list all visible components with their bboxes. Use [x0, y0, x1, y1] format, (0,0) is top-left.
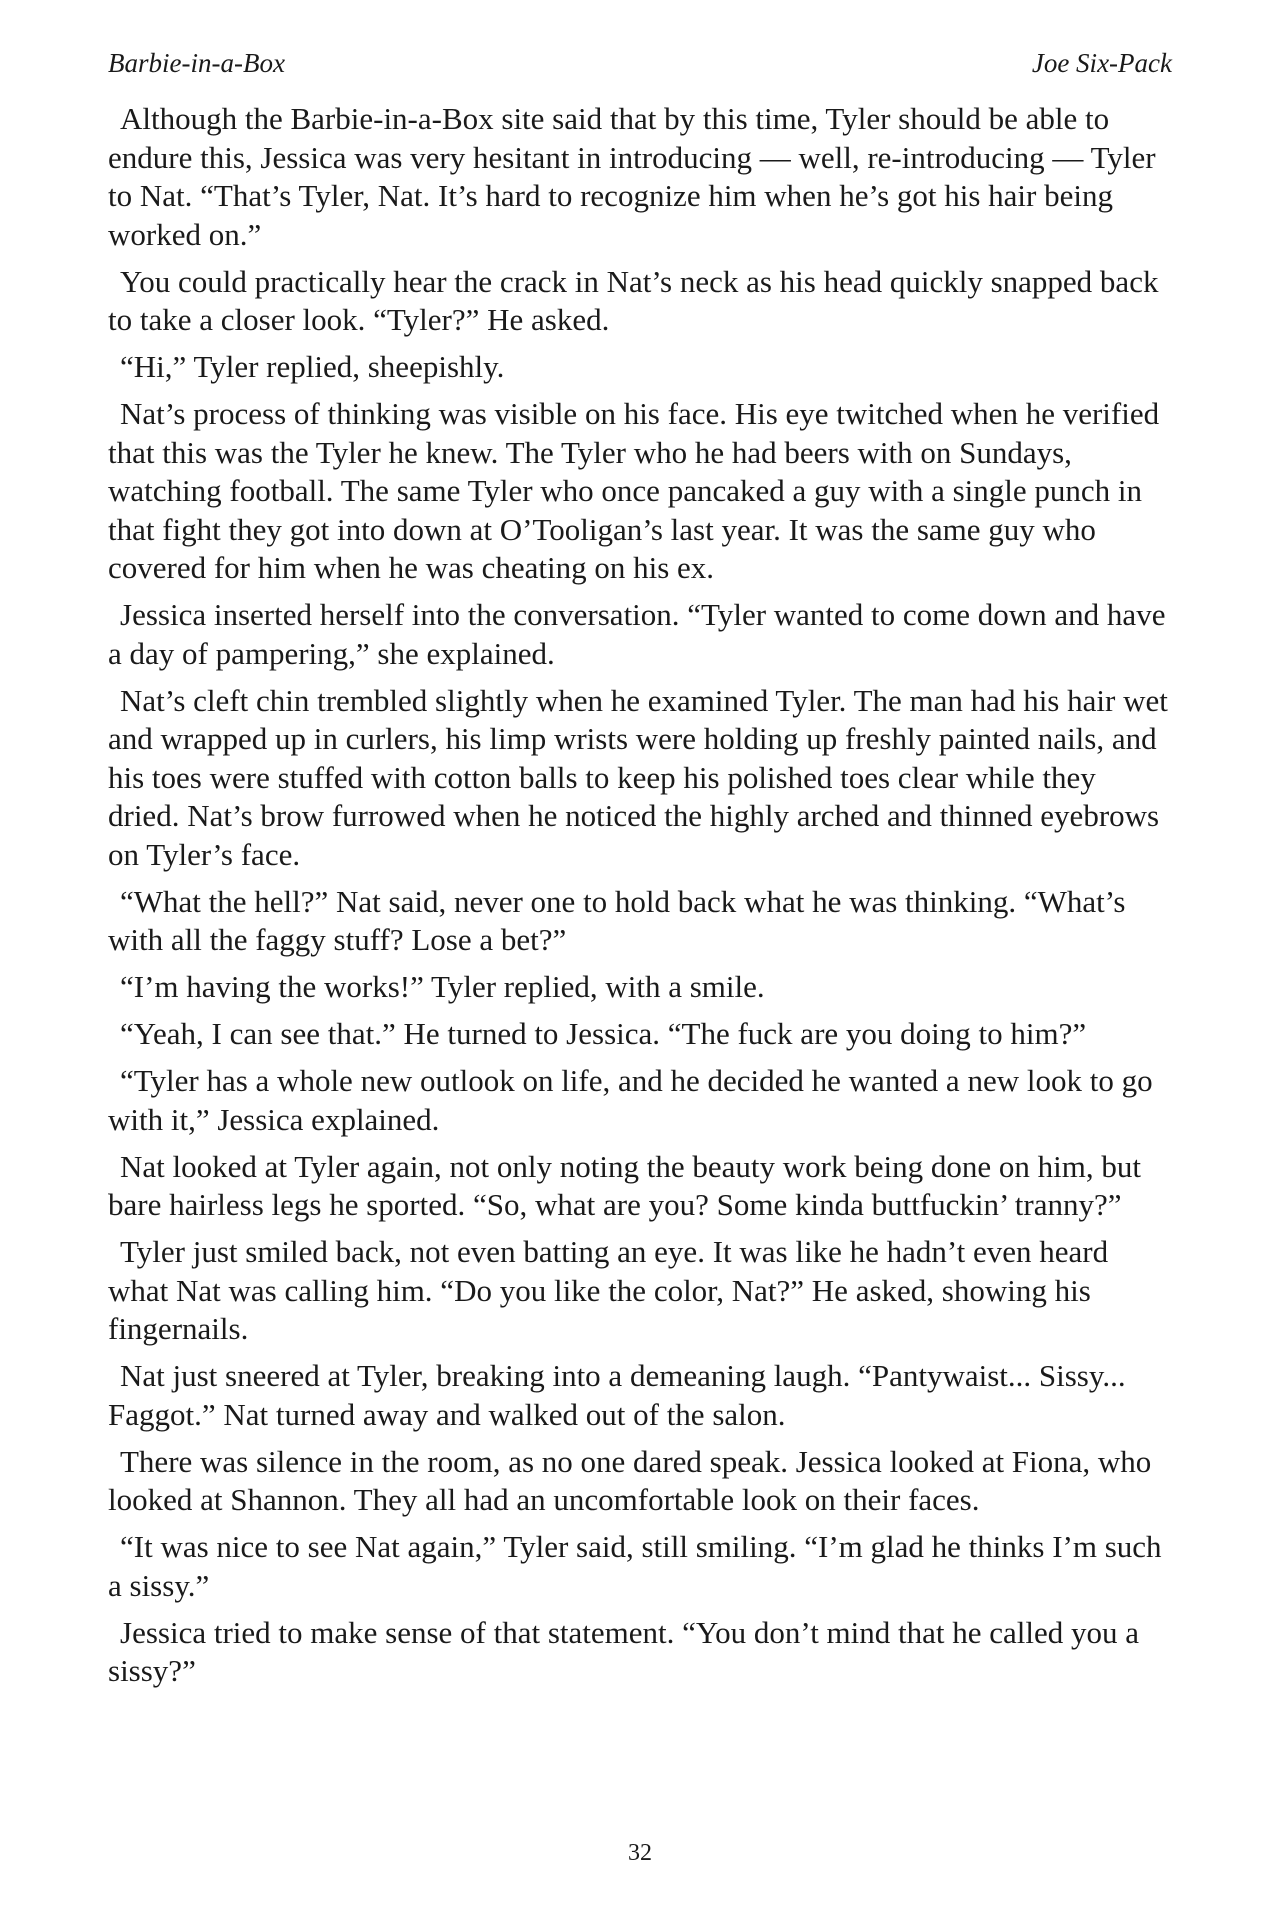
page-number: 32: [628, 1840, 652, 1866]
paragraph: There was silence in the room, as no one dared speak. Jessica looked at Fiona, who looked at Shannon. They all had an uncomfortable look on their faces.: [108, 1443, 1152, 1517]
paragraph: You could practically hear the crack in Nat’s neck as his head quickly snapped back to take a closer look. “Tyler?” He asked.: [108, 263, 1159, 337]
paragraph: Jessica inserted herself into the conversation. “Tyler wanted to come down and have a day of pampering,” she explained.: [108, 597, 1166, 671]
body-text: [108, 100, 1172, 1699]
paragraph: “Yeah, I can see that.” He turned to Jessica. “The fuck are you doing to him?”: [120, 1016, 1087, 1051]
chapter-title-header: Joe Six-Pack: [1031, 48, 1172, 78]
paragraph: “What the hell?” Nat said, never one to hold back what he was thinking. “What’s with all the faggy stuff? Lose a bet?”: [108, 883, 1126, 957]
paragraph: Nat’s process of thinking was visible on his face. His eye twitched when he verified that this was the Tyler he knew. The Tyler who he had beers with on Sundays, watching football. The same Tyler who once pancaked a guy with a single punch in that fight they got into down at O’Tooligan’s last year. It was the same guy who covered for him when he was cheating on his ex.: [108, 396, 1160, 585]
paragraph: Although the Barbie-in-a-Box site said that by this time, Tyler should be able to endure this, Jessica was very hesitant in introducing — well, re-introducing — Tyler to Nat. “That’s Tyler, Nat. It’s hard to recognize him when he’s got his hair being worked on.”: [108, 101, 1156, 252]
paragraph: Nat’s cleft chin trembled slightly when he examined Tyler. The man had his hair wet and wrapped up in curlers, his limp wrists were holding up freshly painted nails, and his toes were stuffed with cotton balls to keep his polished toes clear while they dried. Nat’s brow furrowed when he noticed the highly arched and thinned eyebrows on Tyler’s face.: [108, 682, 1168, 872]
book-title-header: Barbie-in-a-Box: [108, 48, 285, 78]
paragraph: “Tyler has a whole new outlook on life, and he decided he wanted a new look to go with it,” Jessica explained.: [108, 1063, 1153, 1137]
paragraph: “Hi,” Tyler replied, sheepishly.: [120, 349, 505, 384]
paragraph: “It was nice to see Nat again,” Tyler said, still smiling. “I’m glad he thinks I’m such a sissy.”: [108, 1529, 1162, 1603]
paragraph: “I’m having the works!” Tyler replied, with a smile.: [120, 969, 765, 1004]
paragraph: Tyler just smiled back, not even batting an eye. It was like he hadn’t even heard what Nat was calling him. “Do you like the color, Nat?” He asked, showing his fingernails.: [108, 1234, 1109, 1346]
paragraph: Jessica tried to make sense of that statement. “You don’t mind that he called you a sissy?”: [108, 1614, 1140, 1688]
paragraph: Nat looked at Tyler again, not only noting the beauty work being done on him, but bare hairless legs he sported. “So, what are you? Some kinda buttfuckin’ tranny?”: [108, 1148, 1141, 1222]
paragraph: Nat just sneered at Tyler, breaking into a demeaning laugh. “Pantywaist... Sissy... Faggot.” Nat turned away and walked out of the salon.: [108, 1358, 1126, 1432]
